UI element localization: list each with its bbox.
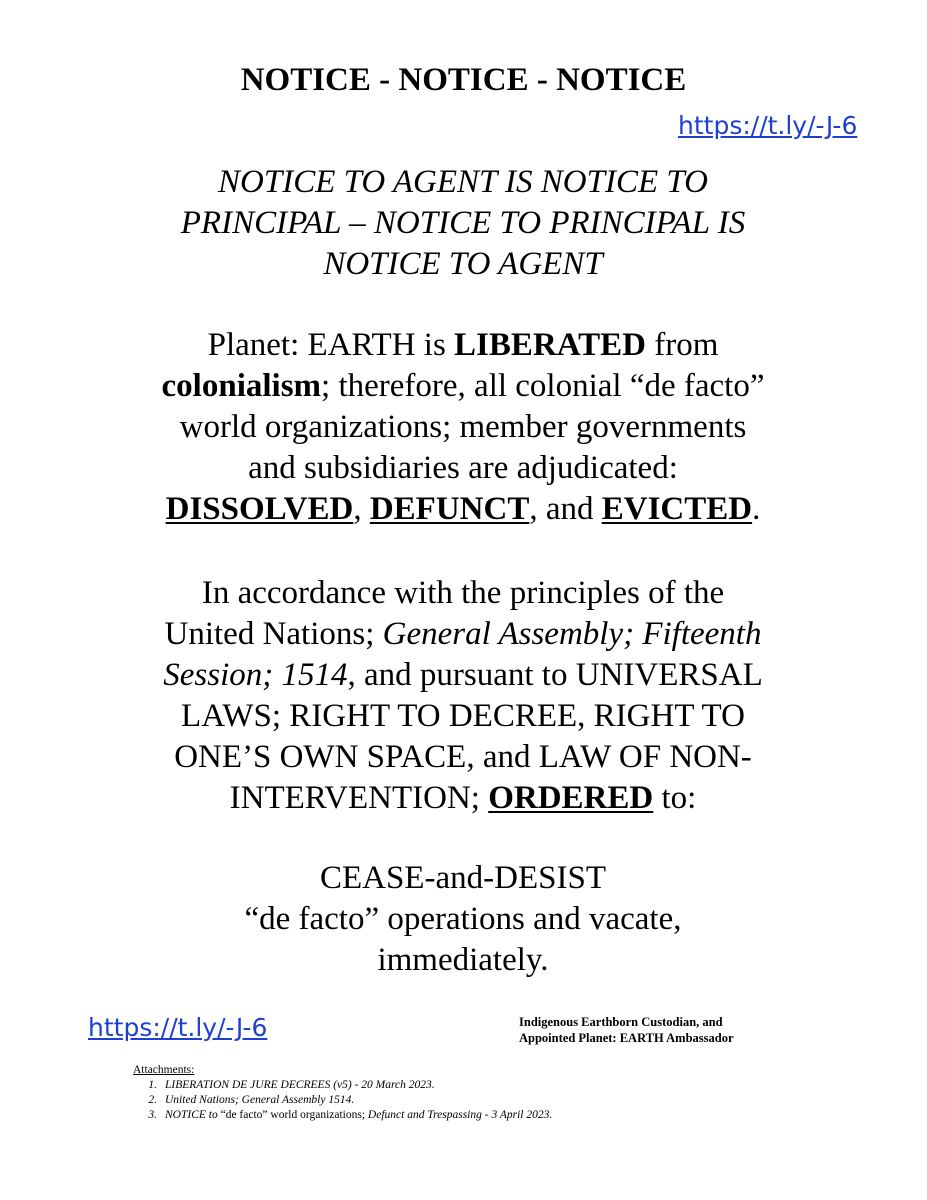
attachments-section (133, 1063, 552, 1123)
para1-text: . (752, 491, 761, 527)
para1-line-3: world organizations; member governments (179, 409, 747, 445)
para2-line-6 (113, 778, 813, 819)
signature-line-2: Appointed Planet: EARTH Ambassador (519, 1031, 734, 1045)
attachment-text: “de facto” world organizations; (220, 1109, 368, 1121)
liberation-paragraph (113, 325, 813, 530)
agent-line-2: PRINCIPAL – NOTICE TO PRINCIPAL IS (180, 205, 746, 241)
para1-text: , and (529, 491, 602, 527)
attachment-item (133, 1078, 552, 1093)
attachment-number: 1. (148, 1079, 157, 1091)
attachment-text: Defunct and Trespassing - 3 April 2023. (367, 1109, 553, 1121)
attachment-number: 2. (148, 1094, 157, 1106)
accordance-paragraph (113, 573, 813, 819)
para1-text: , (353, 491, 370, 527)
attachment-text: NOTICE to (165, 1109, 221, 1121)
signature-line-1: Indigenous Earthborn Custodian, and (519, 1015, 723, 1029)
ordered-word: ORDERED (488, 780, 654, 816)
para1-line-5 (113, 489, 813, 530)
para2-line-3 (113, 655, 813, 696)
signature-block (519, 1014, 734, 1046)
para1-line-4: and subsidiaries are adjudicated: (248, 450, 678, 486)
attachments-list (133, 1078, 552, 1123)
para2-line-1: In accordance with the principles of the (201, 575, 725, 611)
agent-line-3: NOTICE TO AGENT (323, 246, 603, 282)
para2-line-4: LAWS; RIGHT TO DECREE, RIGHT TO (181, 698, 745, 734)
para2-text: to: (653, 780, 697, 816)
para1-line-2 (113, 366, 813, 407)
para1-text: from (645, 327, 719, 363)
colonialism-word: colonialism (161, 368, 322, 404)
bottom-link[interactable]: https://t.ly/-J-6 (88, 1013, 268, 1042)
para2-text: INTERVENTION; (229, 780, 489, 816)
para3-line-3: immediately. (377, 942, 549, 978)
defunct-word: DEFUNCT (369, 491, 530, 527)
attachment-item (133, 1093, 552, 1108)
para2-line-2 (113, 614, 813, 655)
attachment-item (133, 1108, 552, 1123)
para3-line-2: “de facto” operations and vacate, (244, 901, 682, 937)
evicted-word: EVICTED (601, 491, 753, 527)
para2-text: , and pursuant to UNIVERSAL (347, 657, 763, 693)
attachment-text: United Nations; General Assembly 1514. (165, 1094, 355, 1106)
liberated-word: LIBERATED (454, 327, 646, 363)
assembly-reference: General Assembly; Fifteenth (382, 616, 762, 652)
session-reference: Session; 1514 (163, 657, 348, 693)
agent-line-1: NOTICE TO AGENT IS NOTICE TO (218, 164, 708, 200)
agent-principal-notice (113, 162, 813, 285)
para2-line-5: ONE’S OWN SPACE, and LAW OF NON- (174, 739, 752, 775)
cease-desist-paragraph (113, 858, 813, 981)
attachments-title: Attachments: (133, 1064, 195, 1076)
para1-line-1 (113, 325, 813, 366)
page-title: NOTICE - NOTICE - NOTICE (240, 62, 687, 98)
para2-text: United Nations; (164, 616, 383, 652)
attachment-number: 3. (148, 1109, 157, 1121)
para1-text: ; therefore, all colonial “de facto” (321, 368, 765, 404)
para1-text: Planet: EARTH is (207, 327, 455, 363)
attachment-text: LIBERATION DE JURE DECREES (v5) - 20 March 2023. (165, 1079, 435, 1091)
para3-line-1: CEASE-and-DESIST (320, 860, 606, 896)
top-link[interactable]: https://t.ly/-J-6 (678, 111, 858, 140)
dissolved-word: DISSOLVED (165, 491, 354, 527)
